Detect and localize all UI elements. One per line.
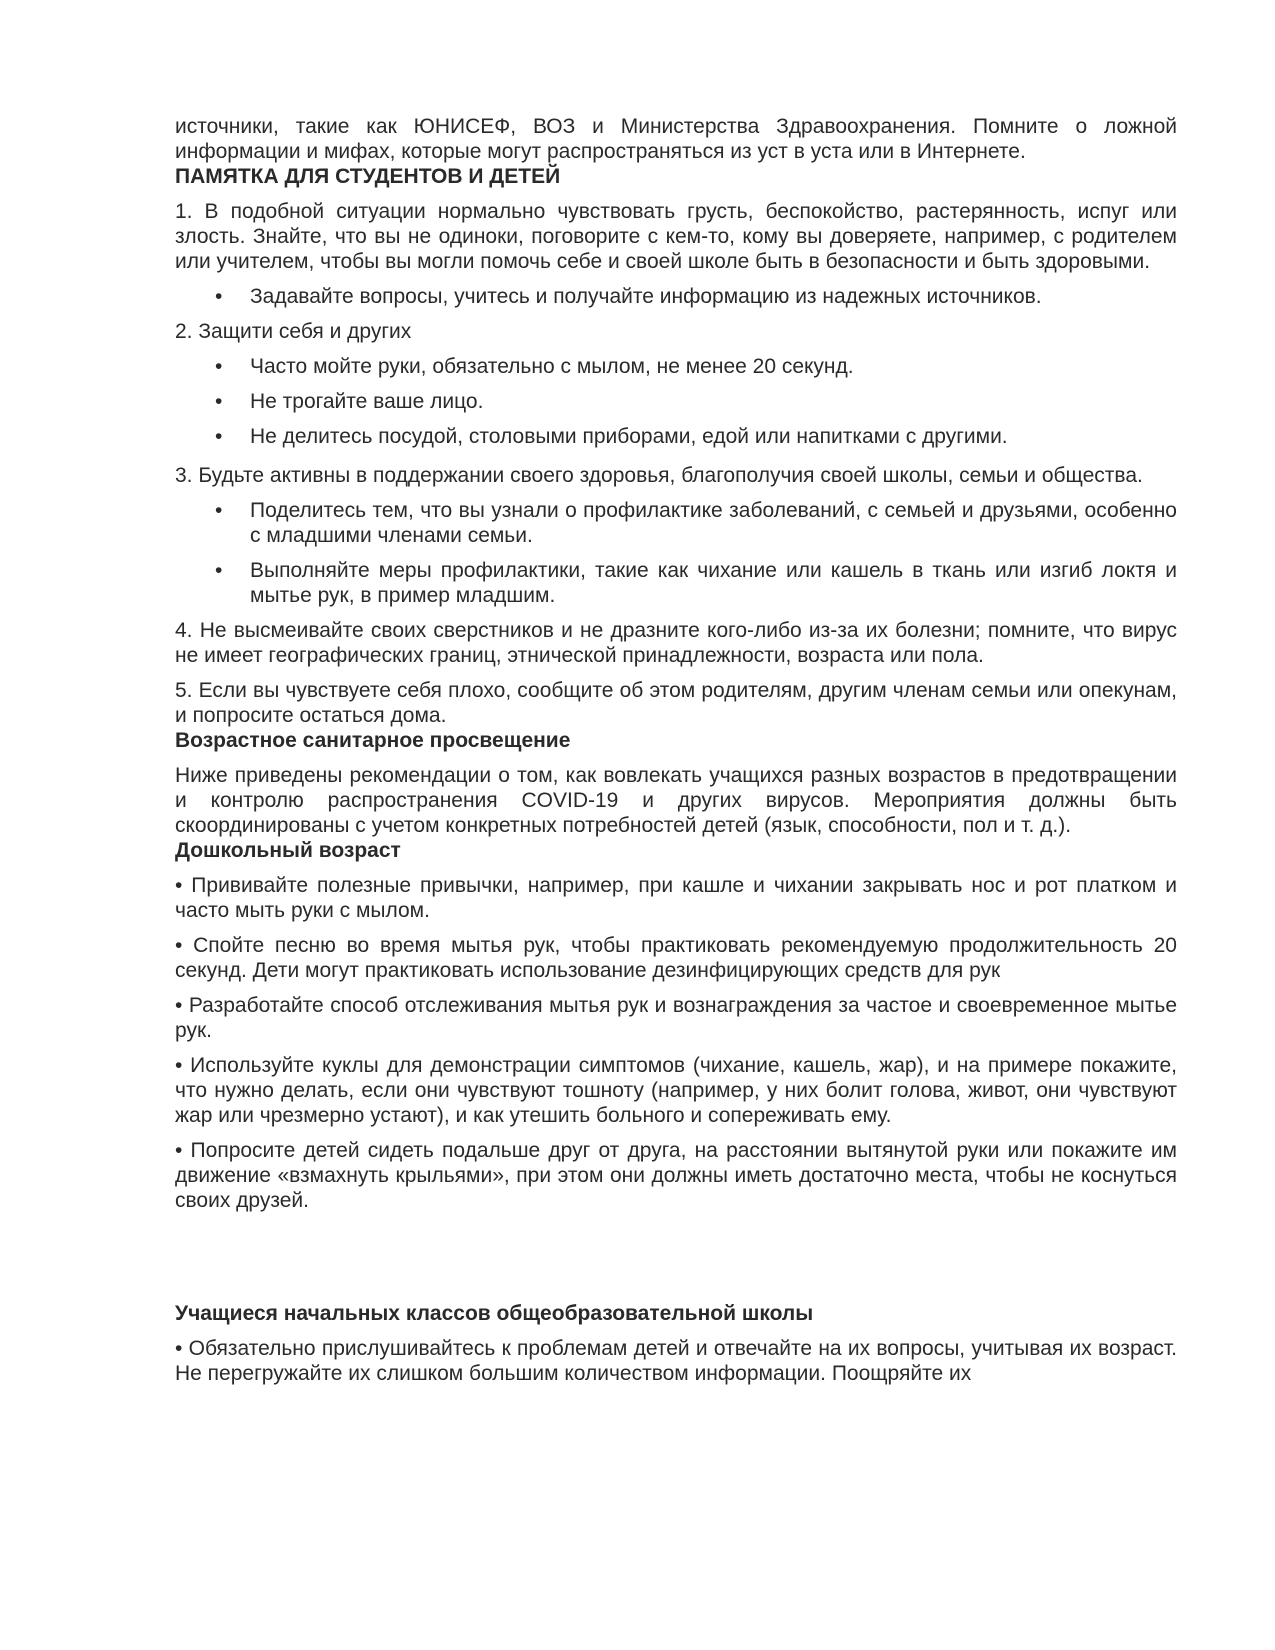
bullet-icon: • [215, 390, 223, 413]
bullet-icon: • [215, 499, 223, 522]
memo-item-1: 1. В подобной ситуации нормально чувствовать грусть, беспокойство, растерянность, испуг или злость. Знайте, что вы не одиноки, поговорите с кем-то, кому вы доверяете, например, с родителем или учителем, чтобы вы могли помочь себе и своей школе быть в безопасности и быть здоровыми. [175, 200, 1177, 273]
bullet-icon: • [215, 559, 223, 582]
memo-item-2-bullets [175, 354, 1177, 449]
age-education-paragraph: Ниже приведены рекомендации о том, как вовлекать учащихся разных возрастов в предотвращении и контролю распространения COVID-19 и других вирусов. Мероприятия должны быть скоординированы с учетом конкретных потребностей детей (язык, способности, пол и т. д.). [175, 764, 1177, 837]
memo-heading: ПАМЯТКА ДЛЯ СТУДЕНТОВ И ДЕТЕЙ [175, 165, 561, 188]
preschool-heading: Дошкольный возраст [175, 839, 401, 862]
primary-school-item: • Обязательно прислушивайтесь к проблемам детей и отвечайте на их вопросы, учитывая их возраст. Не перегружайте их слишком большим количеством информации. Поощряйте их [175, 1337, 1177, 1385]
preschool-item: • Прививайте полезные привычки, например, при кашле и чихании закрывать нос и рот платком и часто мыть руки с мылом. [175, 874, 1177, 922]
preschool-item: • Разработайте способ отслеживания мытья рук и вознаграждения за частое и своевременное мытье рук. [175, 994, 1177, 1042]
intro-paragraph: источники, такие как ЮНИСЕФ, ВОЗ и Министерства Здравоохранения. Помните о ложной информации и мифах, которые могут распространяться из уст в уста или в Интернете. [175, 115, 1177, 163]
memo-item-5: 5. Если вы чувствуете себя плохо, сообщите об этом родителям, другим членам семьи или опекунам, и попросите остаться дома. [175, 679, 1177, 727]
memo-item-1-bullets [175, 284, 1177, 309]
bullet-item: • Не делитесь посудой, столовыми приборами, едой или напитками с другими. [215, 425, 1008, 448]
memo-item-4: 4. Не высмеивайте своих сверстников и не дразните кого-либо из-за их болезни; помните, что вирус не имеет географических границ, этнической принадлежности, возраста или пола. [175, 619, 1177, 667]
preschool-item: • Спойте песню во время мытья рук, чтобы практиковать рекомендуемую продолжительность 20 секунд. Дети могут практиковать использование дезинфицирующих средств для рук [175, 934, 1177, 982]
bullet-item: • Не трогайте ваше лицо. [215, 390, 484, 413]
preschool-item: • Попросите детей сидеть подальше друг от друга, на расстоянии вытянутой руки или покажите им движение «взмахнуть крыльями», при этом они должны иметь достаточно места, чтобы не коснуться своих друзей. [175, 1139, 1177, 1212]
preschool-item: • Используйте куклы для демонстрации симптомов (чихание, кашель, жар), и на примере покажите, что нужно делать, если они чувствуют тошноту (например, у них болит голова, живот, они чувствуют жар или чрезмерно устают), и как утешить больного и сопереживать ему. [175, 1054, 1177, 1127]
bullet-item: • Поделитесь тем, что вы узнали о профилактике заболеваний, с семьей и друзьями, особенно с младшими членами семьи. [215, 499, 1177, 547]
bullet-icon: • [215, 425, 223, 448]
memo-item-3: 3. Будьте активны в поддержании своего здоровья, благополучия своей школы, семьи и общества. [175, 464, 1143, 487]
primary-school-heading: Учащиеся начальных классов общеобразовательной школы [175, 1302, 814, 1325]
age-education-heading: Возрастное санитарное просвещение [175, 729, 571, 752]
memo-item-3-bullets [175, 498, 1177, 608]
bullet-icon: • [215, 355, 223, 378]
bullet-item: • Задавайте вопросы, учитесь и получайте информацию из надежных источников. [215, 285, 1042, 308]
bullet-item: • Выполняйте меры профилактики, такие как чихание или кашель в ткань или изгиб локтя и мытье рук, в пример младшим. [215, 559, 1177, 607]
bullet-item: • Часто мойте руки, обязательно с мылом, не менее 20 секунд. [215, 355, 854, 378]
bullet-icon: • [215, 285, 223, 308]
memo-item-2: 2. Защити себя и других [175, 320, 412, 343]
page-content [175, 114, 1177, 1386]
